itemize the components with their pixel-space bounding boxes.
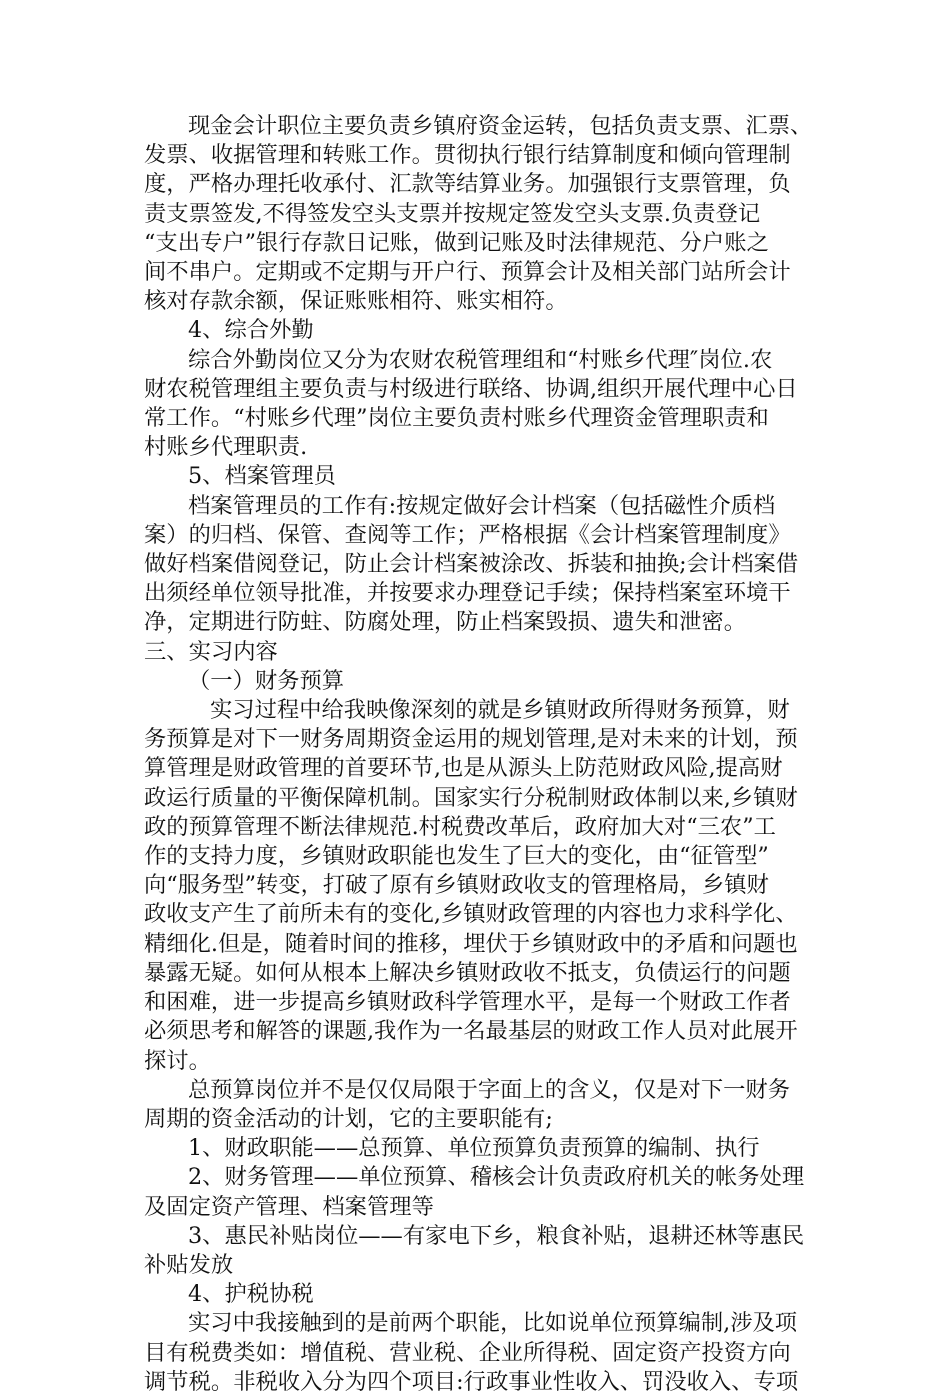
text-line: 周期的资金活动的计划，它的主要职能有; [144, 1105, 553, 1132]
text-line: 3、惠民补贴岗位——有家电下乡，粮食补贴，退耕还林等惠民 [188, 1222, 805, 1249]
text-line: 4、护税协税 [188, 1281, 314, 1308]
text-line: 实习中我接触到的是前两个职能，比如说单位预算编制,涉及项 [188, 1310, 798, 1337]
text-line: 补贴发放 [144, 1251, 234, 1278]
text-line: 算管理是财政管理的首要环节,也是从源头上防范财政风险,提高财 [144, 755, 783, 782]
text-line: 档案管理员的工作有:按规定做好会计档案（包括磁性介质档 [188, 492, 776, 519]
text-line: 4、综合外勤 [188, 317, 314, 344]
text-line: 出须经单位领导批准，并按要求办理登记手续；保持档案室环境干 [144, 580, 791, 607]
text-line: 发票、收据管理和转账工作。贯彻执行银行结算制度和倾向管理制 [144, 142, 791, 169]
text-line: 务预算是对下一财务周期资金运用的规划管理,是对未来的计划，预 [144, 726, 798, 753]
text-line: 村账乡代理职责. [144, 434, 308, 461]
text-line: 核对存款余额，保证账账相符、账实相符。 [144, 288, 568, 315]
text-line: 精细化.但是，随着时间的推移，埋伏于乡镇财政中的矛盾和问题也 [144, 930, 798, 957]
text-line: 间不串户。定期或不定期与开户行、预算会计及相关部门站所会计 [144, 259, 791, 286]
text-line: 作的支持力度，乡镇财政职能也发生了巨大的变化，由“征管型” [144, 843, 769, 870]
text-line: 暴露无疑。如何从根本上解决乡镇财政收不抵支，负债运行的问题 [144, 959, 791, 986]
text-line: 度，严格办理托收承付、汇款等结算业务。加强银行支票管理，负 [144, 171, 791, 198]
text-line: 探讨。 [144, 1047, 211, 1074]
text-line: 总预算岗位并不是仅仅局限于字面上的含义，仅是对下一财务 [188, 1076, 791, 1103]
text-line: 政的预算管理不断法律规范.村税费改革后，政府加大对“三农”工 [144, 813, 776, 840]
text-line: 及固定资产管理、档案管理等 [144, 1193, 434, 1220]
text-line: 5、档案管理员 [188, 463, 336, 490]
text-line: 做好档案借阅登记，防止会计档案被涂改、拆装和抽换;会计档案借 [144, 551, 799, 578]
text-line: 向“服务型”转变，打破了原有乡镇财政收支的管理格局，乡镇财 [144, 872, 769, 899]
text-line: “支出专户”银行存款日记账，做到记账及时法律规范、分户账之 [144, 229, 769, 256]
text-line: 实习过程中给我映像深刻的就是乡镇财政所得财务预算，财 [210, 697, 790, 724]
text-line: 必须思考和解答的课题,我作为一名最基层的财政工作人员对此展开 [144, 1018, 798, 1045]
text-line: 责支票签发,不得签发空头支票并按规定签发空头支票.负责登记 [144, 200, 761, 227]
text-line: 2、财务管理——单位预算、稽核会计负责政府机关的帐务处理 [188, 1164, 805, 1191]
text-line: 和困难，进一步提高乡镇财政科学管理水平，是每一个财政工作者 [144, 989, 791, 1016]
text-line: 净，定期进行防蛀、防腐处理，防止档案毁损、遗失和泄密。 [144, 609, 747, 636]
text-line: 财农税管理组主要负责与村级进行联络、协调,组织开展代理中心日 [144, 375, 798, 402]
text-line: 三、实习内容 [144, 638, 278, 665]
text-line: （一）财务预算 [188, 667, 345, 694]
text-line: 1、财政职能——总预算、单位预算负责预算的编制、执行 [188, 1135, 760, 1162]
text-line: 现金会计职位主要负责乡镇府资金运转，包括负责支票、汇票、 [188, 113, 813, 139]
document-body [144, 112, 814, 1397]
text-line: 政收支产生了前所未有的变化,乡镇财政管理的内容也力求科学化、 [144, 901, 798, 928]
text-line: 政运行质量的平衡保障机制。国家实行分税制财政体制以来,乡镇财 [144, 784, 798, 811]
text-line: 常工作。“村账乡代理”岗位主要负责村账乡代理资金管理职责和 [144, 405, 769, 432]
text-line: 目有税费类如：增值税、营业税、企业所得税、固定资产投资方向 [144, 1339, 791, 1366]
text-line: 综合外勤岗位又分为农财农税管理组和“村账乡代理″岗位.农 [188, 346, 773, 373]
text-line: 调节税。非税收入分为四个项目:行政事业性收入、罚没收入、专项 [144, 1368, 799, 1395]
text-line: 案）的归档、保管、查阅等工作；严格根据《会计档案管理制度》 [144, 521, 791, 548]
